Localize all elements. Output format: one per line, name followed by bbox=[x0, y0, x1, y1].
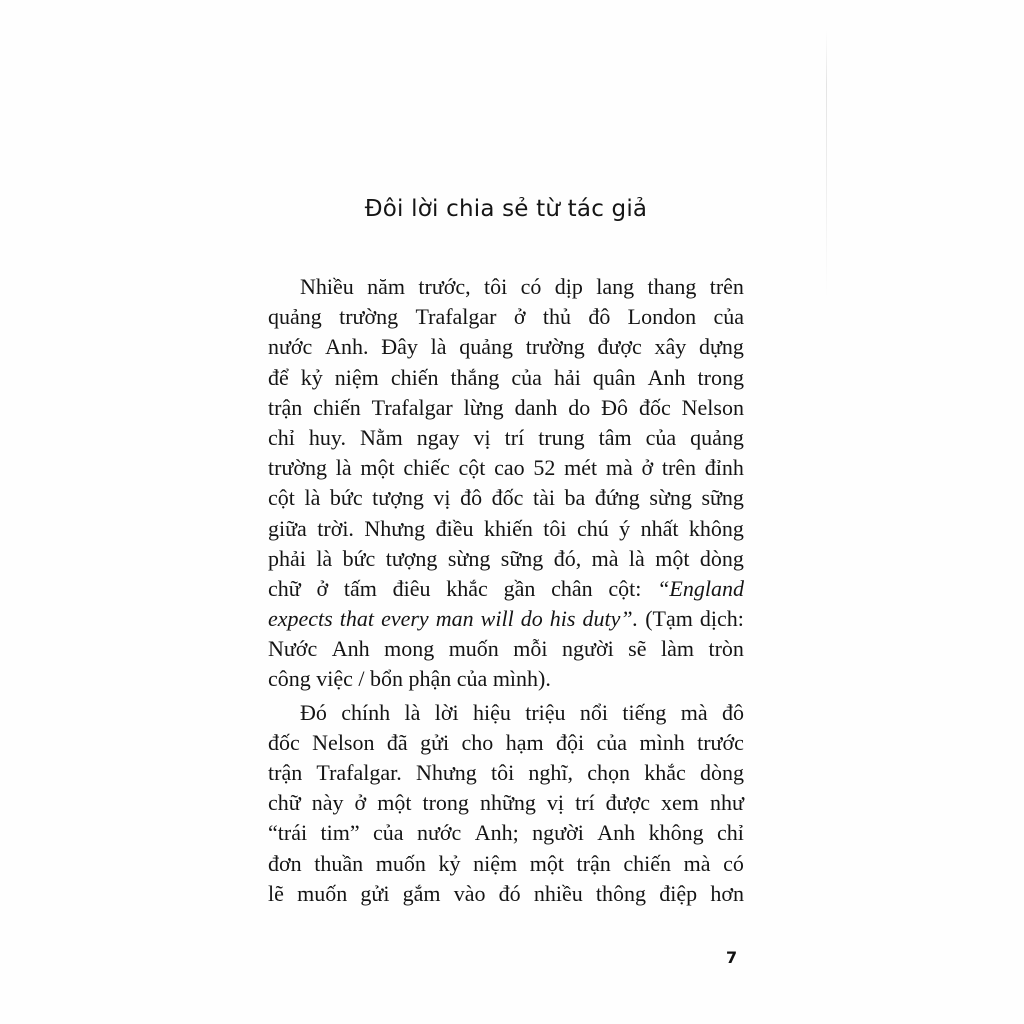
text-segment: là bbox=[404, 699, 421, 725]
text-segment: niệm bbox=[334, 364, 379, 390]
text-segment: sững bbox=[701, 485, 744, 511]
text-segment: trường bbox=[268, 455, 327, 481]
text-segment: muốn bbox=[375, 850, 426, 876]
text-segment: Đây bbox=[381, 334, 418, 360]
text-segment: khiến bbox=[483, 515, 533, 541]
text-segment: dòng bbox=[699, 760, 744, 785]
text-segment: Trafalgar bbox=[415, 304, 497, 330]
text-segment: đô bbox=[588, 304, 611, 330]
text-segment: của bbox=[645, 424, 677, 450]
text-segment: bức bbox=[342, 545, 376, 571]
text-segment: chiến bbox=[390, 364, 439, 390]
text-segment: để bbox=[268, 364, 289, 390]
italic-text-segment: that bbox=[339, 606, 375, 632]
text-segment: nước bbox=[268, 334, 313, 360]
text-segment: Anh bbox=[331, 636, 370, 662]
text-segment: đốc bbox=[491, 485, 524, 511]
text-segment: Nước bbox=[268, 636, 318, 662]
text-segment: là bbox=[335, 455, 352, 481]
text-segment: Nhiều bbox=[300, 274, 354, 299]
text-segment: dịp bbox=[554, 274, 583, 299]
text-segment: Anh; bbox=[474, 820, 519, 846]
text-line bbox=[268, 604, 744, 634]
text-segment: điều bbox=[435, 515, 474, 541]
text-segment: trường bbox=[525, 334, 585, 360]
text-segment: là bbox=[430, 334, 447, 360]
text-segment: Nelson bbox=[681, 394, 744, 420]
text-segment: hiệu bbox=[472, 699, 511, 725]
body-text bbox=[268, 272, 744, 909]
paragraph bbox=[268, 698, 744, 909]
italic-text-segment: his bbox=[549, 606, 576, 632]
text-segment: hạm bbox=[505, 729, 544, 755]
text-segment: tôi bbox=[543, 515, 567, 541]
text-segment: mét bbox=[564, 455, 598, 481]
text-segment: một bbox=[529, 850, 564, 876]
text-segment: quân bbox=[592, 364, 636, 390]
text-segment: khắc bbox=[446, 575, 488, 601]
text-segment: tâm bbox=[598, 424, 632, 450]
text-segment: “trái bbox=[268, 820, 308, 846]
text-segment: Đô bbox=[601, 394, 629, 420]
text-segment: xem bbox=[661, 790, 699, 816]
text-segment: gần bbox=[503, 575, 536, 601]
text-segment: gửi bbox=[420, 729, 450, 755]
text-segment: kỷ bbox=[300, 364, 323, 390]
text-segment: là bbox=[304, 485, 321, 511]
text-line bbox=[268, 818, 744, 848]
text-segment: Anh. bbox=[325, 334, 369, 360]
text-segment: chọn bbox=[587, 760, 630, 785]
text-segment: đốc bbox=[268, 729, 300, 755]
page-fold-shadow bbox=[826, 30, 827, 300]
italic-text-segment: do bbox=[520, 606, 543, 632]
text-segment: có bbox=[723, 850, 744, 876]
text-segment: Anh bbox=[597, 820, 636, 846]
text-line bbox=[268, 574, 744, 604]
text-segment: trung bbox=[538, 424, 585, 450]
text-segment: sững bbox=[500, 545, 544, 571]
text-segment: không bbox=[648, 820, 704, 846]
italic-text-segment: will bbox=[480, 606, 514, 632]
text-segment: trí bbox=[575, 790, 595, 816]
text-segment: triệu bbox=[525, 699, 566, 725]
text-segment: trong bbox=[697, 364, 744, 390]
text-segment: Trafalgar bbox=[371, 394, 453, 420]
text-segment: nổi bbox=[579, 699, 609, 725]
text-segment: tôi bbox=[490, 760, 515, 785]
text-line bbox=[268, 514, 744, 544]
text-segment: đứng bbox=[594, 485, 640, 511]
text-segment: thuần bbox=[314, 850, 364, 876]
text-segment: chính bbox=[341, 699, 391, 725]
text-segment: trí bbox=[504, 424, 525, 450]
text-segment: khắc bbox=[644, 760, 686, 785]
text-segment: quảng bbox=[459, 334, 513, 360]
text-line bbox=[268, 664, 744, 694]
text-segment: này bbox=[311, 790, 344, 816]
text-segment: nhiều bbox=[533, 880, 583, 906]
text-segment: chú bbox=[576, 515, 609, 541]
text-segment: chiến bbox=[623, 850, 672, 876]
text-segment: Nằm bbox=[359, 424, 403, 450]
text-line bbox=[268, 634, 744, 664]
text-segment: đô bbox=[722, 699, 744, 725]
text-segment: dòng bbox=[699, 545, 744, 571]
text-segment: do bbox=[568, 394, 591, 420]
text-segment: đó bbox=[498, 880, 521, 906]
text-segment: của bbox=[596, 729, 628, 755]
text-segment: mỗi bbox=[513, 636, 548, 662]
text-segment: gửi bbox=[360, 880, 390, 906]
text-segment: trên bbox=[661, 455, 697, 481]
text-segment: cho bbox=[461, 729, 494, 755]
text-segment: Trafalgar. bbox=[316, 760, 402, 785]
text-segment: vị bbox=[546, 790, 565, 816]
text-line bbox=[268, 363, 744, 393]
text-segment: như bbox=[709, 790, 744, 816]
text-segment: ở bbox=[513, 304, 526, 330]
text-segment: trong bbox=[422, 790, 469, 816]
text-segment: sừng bbox=[649, 485, 692, 511]
text-segment: cột: bbox=[608, 575, 642, 601]
text-segment: thắng bbox=[450, 364, 500, 390]
text-segment: quảng bbox=[268, 304, 322, 330]
text-segment: kỷ bbox=[438, 850, 461, 876]
text-segment: bức bbox=[329, 485, 363, 511]
text-segment: dựng bbox=[699, 334, 744, 360]
text-segment: tim” bbox=[320, 820, 360, 846]
text-segment: tấm bbox=[343, 575, 377, 601]
text-segment: có bbox=[520, 274, 542, 299]
text-segment: thông bbox=[595, 880, 647, 906]
paragraph bbox=[268, 272, 744, 695]
text-segment: trời. bbox=[317, 515, 354, 541]
text-segment: mong bbox=[384, 636, 435, 662]
text-segment: chỉ bbox=[717, 820, 744, 846]
italic-text-segment: duty”. bbox=[582, 606, 639, 632]
text-line bbox=[268, 758, 744, 788]
text-segment: mà bbox=[683, 850, 711, 876]
text-segment: vị bbox=[433, 485, 451, 511]
text-segment: Nelson bbox=[312, 729, 375, 755]
text-segment: chiếc bbox=[403, 455, 450, 481]
text-segment: tròn bbox=[708, 636, 744, 662]
text-segment: giữa bbox=[268, 515, 307, 541]
text-segment: chữ bbox=[268, 790, 301, 816]
text-segment: ý bbox=[619, 515, 631, 541]
text-segment: (Tạm bbox=[645, 606, 693, 632]
text-segment: cột bbox=[268, 485, 295, 511]
text-segment: dịch: bbox=[699, 606, 744, 632]
text-segment: huy. bbox=[308, 424, 346, 450]
text-segment: mà bbox=[591, 545, 619, 571]
text-segment: hơn bbox=[710, 880, 744, 906]
text-line bbox=[268, 453, 744, 483]
text-segment: hải bbox=[553, 364, 581, 390]
text-segment: mà bbox=[680, 699, 708, 725]
text-segment: không bbox=[688, 515, 744, 541]
text-segment: tiếng bbox=[622, 699, 667, 725]
text-segment: muốn bbox=[448, 636, 499, 662]
text-segment: đỉnh bbox=[704, 455, 744, 481]
text-segment: đô bbox=[460, 485, 483, 511]
text-segment: thang bbox=[647, 274, 697, 299]
text-segment: mình bbox=[639, 729, 685, 755]
text-line bbox=[268, 849, 744, 879]
text-segment: của bbox=[713, 304, 744, 330]
text-segment: công việc / bổn phận của mình). bbox=[268, 666, 551, 692]
italic-text-segment: man bbox=[435, 606, 474, 632]
text-segment: nhất bbox=[640, 515, 679, 541]
text-segment: trận bbox=[268, 760, 303, 785]
text-segment: người bbox=[562, 636, 614, 662]
text-line bbox=[268, 788, 744, 818]
text-segment: của bbox=[373, 820, 404, 846]
text-segment: lời bbox=[434, 699, 459, 725]
text-segment: đơn bbox=[268, 850, 302, 876]
text-segment: của bbox=[511, 364, 542, 390]
text-segment: nghĩ, bbox=[528, 760, 574, 785]
text-segment: lừng bbox=[463, 394, 504, 420]
text-segment: là bbox=[628, 545, 645, 571]
text-segment: lang bbox=[596, 274, 635, 299]
text-segment: tượng bbox=[372, 485, 424, 511]
text-line bbox=[268, 332, 744, 362]
text-segment: mà bbox=[605, 455, 633, 481]
text-segment: nước bbox=[417, 820, 462, 846]
text-segment: sừng bbox=[447, 545, 491, 571]
text-segment: một bbox=[655, 545, 690, 571]
text-segment: lẽ bbox=[268, 880, 284, 906]
text-segment: ở bbox=[354, 790, 367, 816]
text-line bbox=[268, 393, 744, 423]
text-segment: một bbox=[377, 790, 412, 816]
text-segment: đội bbox=[556, 729, 585, 755]
text-segment: đó, bbox=[553, 545, 582, 571]
text-segment: tượng bbox=[385, 545, 438, 571]
text-segment: vào bbox=[453, 880, 486, 906]
text-segment: đã bbox=[386, 729, 408, 755]
text-segment: tài bbox=[532, 485, 555, 511]
text-segment: Nhưng bbox=[364, 515, 426, 541]
text-segment: trường bbox=[339, 304, 399, 330]
text-segment: trước bbox=[697, 729, 744, 755]
text-line bbox=[268, 272, 744, 302]
text-segment: chữ bbox=[268, 575, 301, 601]
text-segment: cao bbox=[494, 455, 525, 481]
text-segment: trước, bbox=[418, 274, 471, 299]
text-segment: danh bbox=[514, 394, 558, 420]
text-segment: phải bbox=[268, 545, 306, 571]
text-segment: trận bbox=[268, 394, 303, 420]
text-segment: ngay bbox=[416, 424, 460, 450]
text-segment: đốc bbox=[638, 394, 671, 420]
text-line bbox=[268, 698, 744, 728]
text-line bbox=[268, 302, 744, 332]
text-segment: quảng bbox=[690, 424, 744, 450]
text-line bbox=[268, 879, 744, 909]
text-segment: cột bbox=[458, 455, 486, 481]
text-segment: trận bbox=[576, 850, 611, 876]
text-segment: trên bbox=[709, 274, 744, 299]
text-segment: thủ bbox=[542, 304, 571, 330]
text-segment: được bbox=[597, 334, 642, 360]
text-line bbox=[268, 423, 744, 453]
text-segment: niệm bbox=[473, 850, 518, 876]
text-segment: người bbox=[532, 820, 584, 846]
text-segment: 52 bbox=[533, 455, 556, 481]
text-segment: ba bbox=[564, 485, 586, 511]
text-segment: xây bbox=[654, 334, 687, 360]
text-segment: vị bbox=[473, 424, 491, 450]
text-segment: Đó bbox=[300, 699, 327, 725]
text-segment: chỉ bbox=[268, 424, 295, 450]
italic-text-segment: every bbox=[381, 606, 429, 632]
text-segment: Nhưng bbox=[415, 760, 477, 785]
text-segment: gắm bbox=[402, 880, 441, 906]
text-segment: điệp bbox=[659, 880, 698, 906]
text-segment: được bbox=[605, 790, 650, 816]
text-segment: tôi bbox=[484, 274, 508, 299]
text-segment: điêu bbox=[392, 575, 431, 601]
text-segment: làm bbox=[660, 636, 694, 662]
text-segment: những bbox=[479, 790, 536, 816]
text-line bbox=[268, 483, 744, 513]
italic-text-segment: expects bbox=[268, 606, 333, 632]
text-segment: năm bbox=[367, 274, 406, 299]
text-segment: London bbox=[627, 304, 697, 330]
text-segment: chân bbox=[551, 575, 593, 601]
text-segment: muốn bbox=[297, 880, 348, 906]
text-segment: Anh bbox=[647, 364, 686, 390]
italic-text-segment: “England bbox=[657, 575, 744, 601]
text-line bbox=[268, 728, 744, 758]
text-segment: một bbox=[360, 455, 395, 481]
text-line bbox=[268, 544, 744, 574]
page-number: 7 bbox=[726, 948, 738, 967]
text-segment: ở bbox=[316, 575, 329, 601]
text-segment: sẽ bbox=[628, 636, 647, 662]
text-segment: chiến bbox=[313, 394, 361, 420]
chapter-heading: Đôi lời chia sẻ từ tác giả bbox=[364, 196, 648, 222]
text-segment: là bbox=[316, 545, 333, 571]
text-segment: ở bbox=[641, 455, 654, 481]
